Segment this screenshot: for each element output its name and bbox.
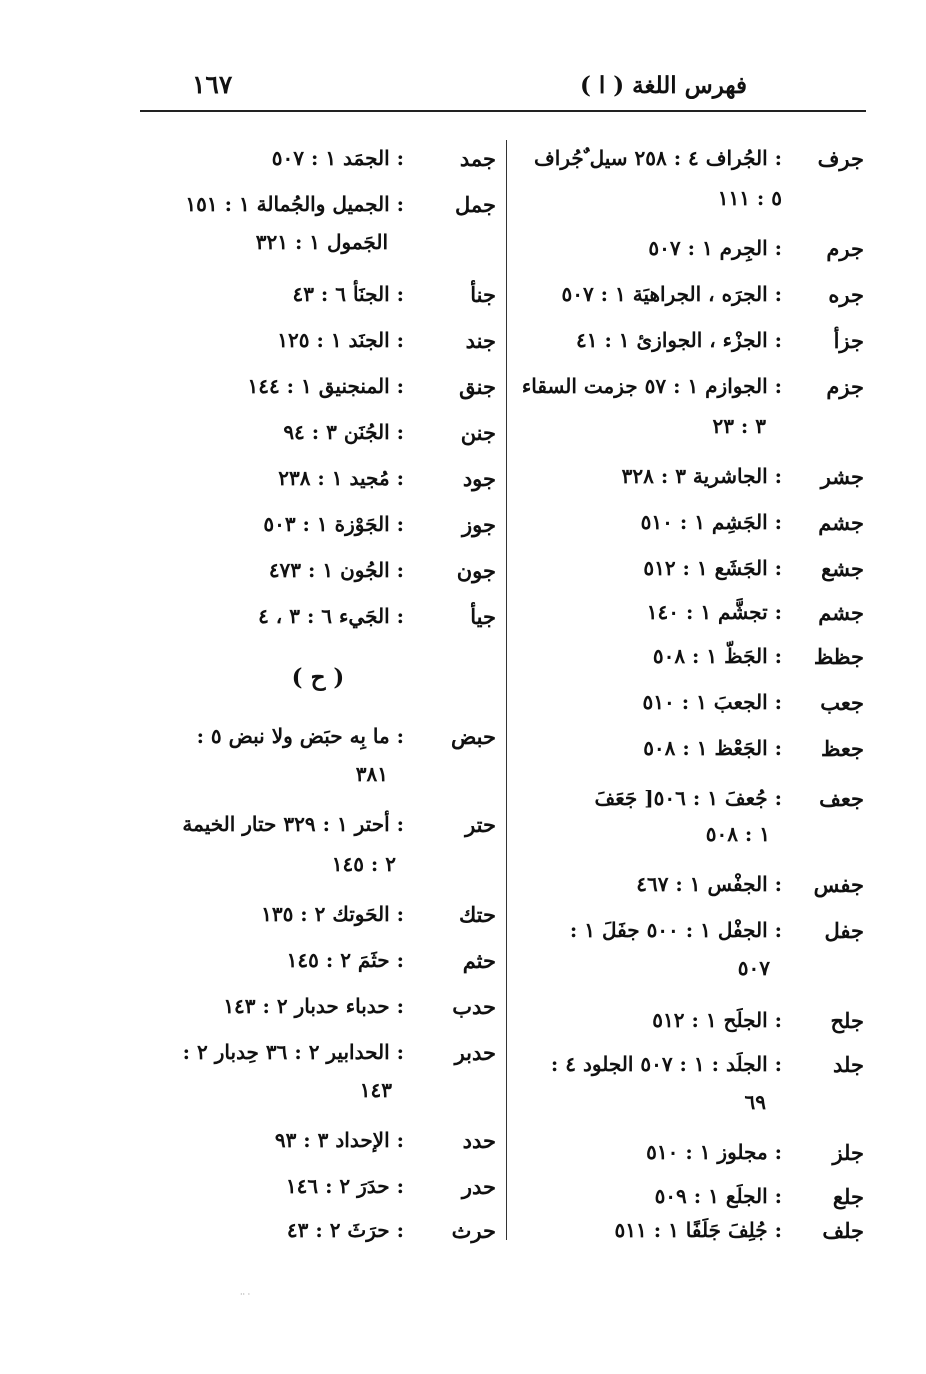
entry-definition: : الإحداد ٣ : ٩٣	[274, 1128, 404, 1152]
entry-definition: : مُجيد ١ : ٢٣٨	[278, 466, 404, 490]
entry-definition: : الحدابير ٢ : ٣٦ حِدبار ٢ :	[182, 1040, 404, 1064]
entry-continuation: الجَمول ١ : ٣٢١	[255, 230, 388, 254]
index-entry	[140, 806, 496, 846]
entry-root: جرم	[826, 236, 864, 261]
entry-definition: : تجشَّم ١ : ١٤٠	[646, 600, 782, 624]
index-entry	[510, 866, 866, 906]
index-entry	[140, 1212, 496, 1252]
index-entry	[140, 368, 496, 408]
entry-root: جلح	[830, 1008, 864, 1033]
entry-continuation: ٢ : ١٤٥	[331, 852, 396, 876]
entry-definition: : الجلَع ١ : ٥٠٩	[654, 1184, 782, 1208]
entry-definition: : الجُنَن ٣ : ٩٤	[283, 420, 404, 444]
index-entry	[510, 504, 866, 544]
entry-continuation: ٥ : ١١١	[717, 186, 782, 210]
entry-root: جره	[828, 282, 864, 307]
index-entry	[140, 1122, 496, 1162]
entry-root: جلز	[832, 1140, 864, 1165]
entry-root: حدب	[452, 994, 496, 1019]
running-title: فهرس اللغة ( ا )	[580, 72, 747, 99]
entry-definition: : الجوازم ١ : ٥٧ جزمت السقاء	[521, 374, 782, 398]
section-heading: ( ح )	[291, 664, 345, 691]
index-entry	[140, 506, 496, 546]
entry-root: جفس	[813, 872, 864, 897]
entry-definition: : حرَثَ ٢ : ٤٣	[286, 1218, 404, 1242]
entry-root: حبض	[450, 724, 496, 749]
entry-root: جود	[462, 466, 496, 491]
entry-root: جعف	[819, 786, 864, 811]
entry-definition: : الجَظّ ١ : ٥٠٨	[652, 644, 782, 668]
index-entry	[140, 896, 496, 936]
entry-root: حتك	[458, 902, 496, 927]
header-rule	[140, 110, 866, 112]
entry-definition: : الحَوتك ٢ : ١٣٥	[261, 902, 404, 926]
index-entry	[140, 552, 496, 592]
entry-definition: : الجرَه ، الجراهيَة ١ : ٥٠٧	[561, 282, 782, 306]
entry-root: جشم	[818, 510, 864, 535]
index-entry	[510, 140, 866, 180]
entry-root: حدر	[461, 1174, 496, 1199]
entry-definition: : الجمَد ١ : ٥٠٧	[271, 146, 404, 170]
index-entry	[510, 1002, 866, 1042]
index-entry	[510, 780, 866, 820]
index-entry	[510, 276, 866, 316]
entry-root: جلف	[822, 1218, 864, 1243]
entry-definition: : الجَعْظ ١ : ٥٠٨	[643, 736, 782, 760]
index-entry	[140, 598, 496, 638]
entry-definition: : الجَيء ٦ : ٣ ، ٤	[258, 604, 404, 628]
index-entry	[140, 942, 496, 982]
entry-root: جون	[456, 558, 496, 583]
entry-definition: : الجاشرية ٣ : ٣٢٨	[621, 464, 782, 488]
entry-definition: : الجنَأ ٦ : ٤٣	[292, 282, 404, 306]
index-entry	[140, 988, 496, 1028]
entry-continuation: ٣ : ٢٣	[712, 414, 766, 438]
index-entry	[140, 414, 496, 454]
index-entry	[510, 322, 866, 362]
entry-definition: : الجلَح ١ : ٥١٢	[652, 1008, 782, 1032]
entry-definition: : المنجنيق ١ : ١٤٤	[247, 374, 404, 398]
entry-definition: : جُعفَ ١ : ٥٠٦[ جَعَفَ	[594, 786, 782, 810]
index-entry	[140, 140, 496, 180]
entry-root: جنن	[460, 420, 496, 445]
entry-definition: : الجلَد : ١ : ٥٠٧ الجلود ٤ :	[550, 1052, 782, 1076]
index-entry	[510, 594, 866, 634]
index-entry	[510, 1046, 866, 1086]
entry-root: حتر	[465, 812, 496, 837]
entry-root: حرث	[451, 1218, 496, 1243]
entry-definition: : مجلوز ١ : ٥١٠	[646, 1140, 782, 1164]
entry-root: جشع	[821, 556, 864, 581]
index-entry	[510, 912, 866, 952]
entry-root: جند	[465, 328, 496, 353]
index-entry	[140, 1168, 496, 1208]
entry-continuation: ٦٩	[744, 1090, 766, 1114]
column-divider	[506, 140, 507, 1240]
index-entry	[510, 368, 866, 408]
entry-root: حثم	[462, 948, 496, 973]
entry-definition: : الجفْس ١ : ٤٦٧	[636, 872, 782, 896]
entry-definition: : الجفْل ١ : ٥٠٠ جفَلَ ١ :	[569, 918, 782, 942]
index-entry	[510, 1134, 866, 1174]
entry-definition: : الجُراف ٤ : ٢٥٨ سيل ٌجُراف	[534, 146, 782, 170]
entry-definition: : حثَمَ ٢ : ١٤٥	[286, 948, 404, 972]
entry-root: جعظ	[820, 736, 864, 761]
entry-root: جوز	[462, 512, 496, 537]
index-entry	[510, 458, 866, 498]
entry-continuation: ٣٨١	[355, 762, 388, 786]
page-smudge: ·· ·	[240, 1290, 251, 1299]
entry-root: جلع	[832, 1184, 864, 1209]
index-entry	[510, 1212, 866, 1252]
index-entry	[140, 322, 496, 362]
page-header	[140, 66, 866, 106]
entry-definition: : ما بِه حبَض ولا نبض ٥ :	[196, 724, 404, 748]
entry-definition: : أحتر ١ : ٣٢٩ حتار الخيمة	[182, 812, 404, 836]
index-entry	[510, 730, 866, 770]
entry-definition: : الجعبَ ١ : ٥١٠	[642, 690, 782, 714]
entry-definition: : الجَشِم ١ : ٥١٠	[640, 510, 782, 534]
entry-root: جلد	[833, 1052, 864, 1077]
entry-definition: : الجُون ١ : ٤٧٣	[268, 558, 404, 582]
entry-root: جرف	[817, 146, 864, 171]
entry-root: حدد	[462, 1128, 496, 1153]
index-entry	[140, 460, 496, 500]
index-entry	[140, 1034, 496, 1074]
index-entry	[510, 550, 866, 590]
entry-root: جشم	[818, 600, 864, 625]
entry-definition: : الجميل والجُمالة ١ : ١٥١	[185, 192, 404, 216]
entry-definition: : جُلِفَ جَلَفًا ١ : ٥١١	[614, 1218, 782, 1242]
page-number: ١٦٧	[192, 70, 233, 99]
index-entry	[140, 276, 496, 316]
entry-definition: : الجزْء ، الجوازئ ١ : ٤١	[576, 328, 782, 352]
entry-root: جزم	[826, 374, 864, 399]
entry-definition: : حدباء حدبار ٢ : ١٤٣	[223, 994, 404, 1018]
entry-continuation: ١ : ٥٠٨	[705, 822, 770, 846]
entry-definition: : الجَشَع ١ : ٥١٢	[643, 556, 782, 580]
entry-root: جمد	[459, 146, 496, 171]
entry-root: جمل	[454, 192, 496, 217]
entry-root: جزأ	[833, 328, 864, 353]
entry-definition: : الجنَد ١ : ١٢٥	[277, 328, 404, 352]
index-entry	[510, 684, 866, 724]
entry-root: جنأ	[470, 282, 496, 307]
entry-definition: : حدَرَ ٢ : ١٤٦	[285, 1174, 404, 1198]
entry-root: جفل	[824, 918, 864, 943]
entry-root: جظظ	[813, 644, 864, 669]
entry-root: جنق	[459, 374, 496, 399]
entry-root: جشر	[820, 464, 864, 489]
index-entry	[140, 718, 496, 758]
index-entry	[510, 638, 866, 678]
entry-root: جعب	[820, 690, 864, 715]
index-entry	[510, 230, 866, 270]
entry-root: جيأ	[470, 604, 496, 629]
entry-definition: : الجِرم ١ : ٥٠٧	[648, 236, 782, 260]
entry-continuation: ٥٠٧	[737, 956, 770, 980]
index-entry	[140, 186, 496, 226]
entry-continuation: ١٤٣	[359, 1078, 392, 1102]
entry-root: حدبر	[454, 1040, 496, 1065]
entry-definition: : الجَوْزة ١ : ٥٠٣	[263, 512, 404, 536]
